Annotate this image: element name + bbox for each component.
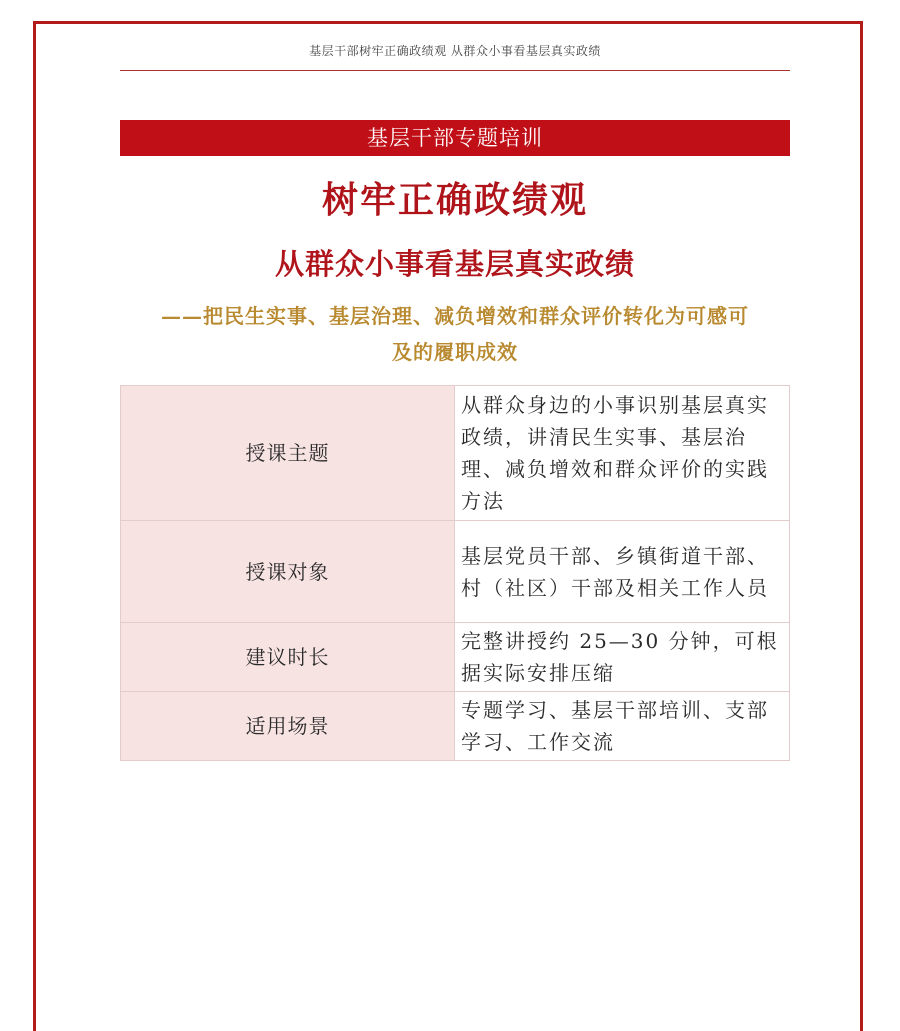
tagline-line-1: ——把民生实事、基层治理、减负增效和群众评价转化为可感可 bbox=[161, 304, 749, 328]
table-row bbox=[121, 692, 790, 761]
row-value-scenario: 专题学习、基层干部培训、支部学习、工作交流 bbox=[455, 692, 790, 761]
banner: 基层干部专题培训 bbox=[120, 120, 790, 156]
page-subtitle: 从群众小事看基层真实政绩 bbox=[274, 247, 635, 281]
running-header: 基层干部树牢正确政绩观 从群众小事看基层真实政绩 bbox=[309, 44, 601, 58]
course-info-table bbox=[120, 385, 790, 761]
page-title: 树牢正确政绩观 bbox=[321, 179, 588, 221]
row-value-audience: 基层党员干部、乡镇街道干部、村（社区）干部及相关工作人员 bbox=[455, 521, 790, 623]
row-label-scenario: 适用场景 bbox=[121, 692, 455, 761]
row-label-audience: 授课对象 bbox=[121, 521, 455, 623]
row-value-topic: 从群众身边的小事识别基层真实政绩，讲清民生实事、基层治理、减负增效和群众评价的实践方法 bbox=[455, 386, 790, 521]
row-label-topic: 授课主题 bbox=[121, 386, 455, 521]
table-row bbox=[121, 521, 790, 623]
row-label-duration: 建议时长 bbox=[121, 623, 455, 692]
header-rule bbox=[120, 70, 790, 71]
tagline bbox=[120, 298, 790, 370]
row-value-duration: 完整讲授约 25—30 分钟，可根据实际安排压缩 bbox=[455, 623, 790, 692]
tagline-line-2: 及的履职成效 bbox=[392, 340, 518, 364]
table-row bbox=[121, 386, 790, 521]
table-row bbox=[121, 623, 790, 692]
